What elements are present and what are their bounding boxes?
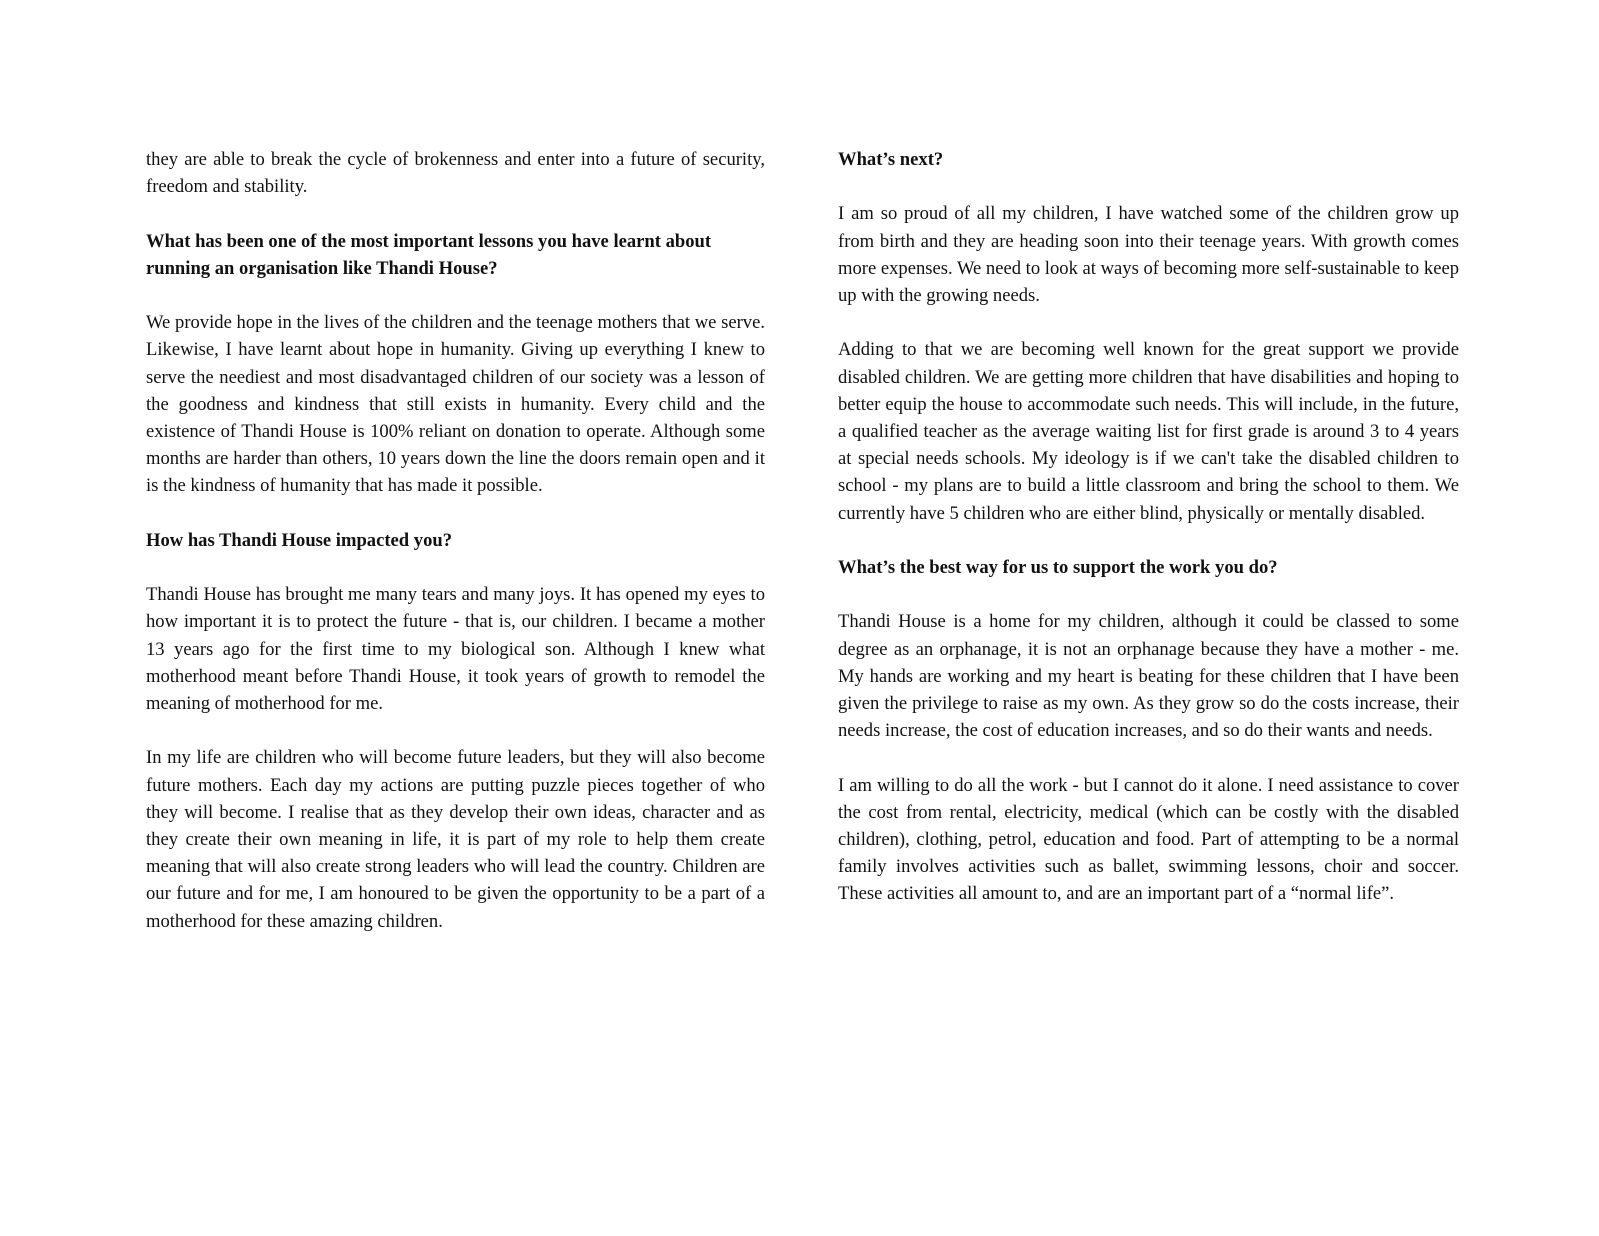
heading-important-lessons: What has been one of the most important lessons you have learnt about running an organisation like Thandi House? (146, 230, 712, 279)
heading-whats-next: What’s next? (838, 149, 944, 170)
paragraph-disabled-children-support: Adding to that we are becoming well known for the great support we provide disabled children. We are getting more children that have disabilities and hoping to better equip the house to accommodate such needs. This will include, in the future, a qualified teacher as the average waiting list for first grade is around 3 to 4 years at special needs schools. My ideology is if we can't take the disabled children to school - my plans are to build a little classroom and bring the school to them. We currently have 5 children who are either blind, physically or mentally disabled. (838, 339, 1459, 524)
paragraph-hope-in-humanity: We provide hope in the lives of the children and the teenage mothers that we serve. Likewise, I have learnt about hope in humanity. Giving up everything I knew to serve the neediest and most disadvantaged children of our society was a lesson of the goodness and kindness that still exists in humanity. Every child and the existence of Thandi House is 100% reliant on donation to operate. Although some months are harder than others, 10 years down the line the doors remain open and it is the kindness of humanity that has made it possible. (146, 312, 765, 497)
paragraph-future-leaders: In my life are children who will become future leaders, but they will also become future mothers. Each day my actions are putting puzzle pieces together of who they will become. I realise that as they develop their own ideas, character and as they create their own meaning in life, it is part of my role to help them create meaning that will also create strong leaders who will lead the country. Children are our future and for me, I am honoured to be given the opportunity to be a part of a motherhood for these amazing children. (146, 747, 765, 932)
paragraph-cycle-of-brokenness: they are able to break the cycle of brokenness and enter into a future of security, freedom and stability. (146, 149, 765, 198)
paragraph-proud-of-children: I am so proud of all my children, I have watched some of the children grow up from birth and they are heading soon into their teenage years. With growth comes more expenses. We need to look at ways of becoming more self-sustainable to keep up with the growing needs. (838, 203, 1459, 306)
right-column (838, 146, 1459, 908)
paragraph-need-assistance: I am willing to do all the work - but I cannot do it alone. I need assistance to cover the cost from rental, electricity, medical (which can be costly with the disabled children), clothing, petrol, education and food. Part of attempting to be a normal family involves activities such as ballet, swimming lessons, choir and soccer. These activities all amount to, and are an important part of a “normal life”. (838, 774, 1459, 905)
heading-thandi-house-impact: How has Thandi House impacted you? (146, 529, 453, 551)
paragraph-tears-and-joys: Thandi House has brought me many tears and many joys. It has opened my eyes to how important it is to protect the future - that is, our children. I became a mother 13 years ago for the first time to my biological son. Although I knew what motherhood meant before Thandi House, it took years of growth to remodel the meaning of motherhood for me. (146, 584, 765, 714)
heading-best-way-to-support: What’s the best way for us to support the work you do? (838, 557, 1278, 578)
paragraph-home-for-children: Thandi House is a home for my children, although it could be classed to some degree as an orphanage, it is not an orphanage because they have a mother - me. My hands are working and my heart is beating for these children that I have been given the privilege to raise as my own. As they grow so do the costs increase, their needs increase, the cost of education increases, and so do their wants and needs. (838, 611, 1459, 742)
left-column (146, 146, 765, 935)
